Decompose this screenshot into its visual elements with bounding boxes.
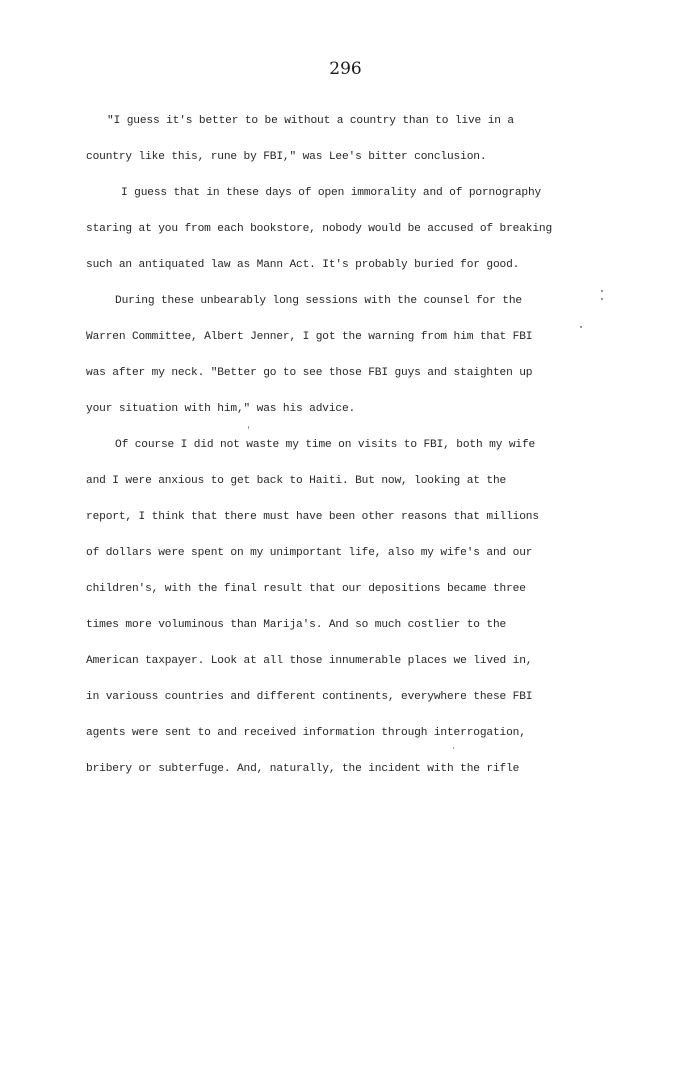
text-line: staring at you from each bookstore, nobody would be accused of breaking <box>86 223 553 235</box>
text-line: bribery or subterfuge. And, naturally, the incident with the rifle <box>86 763 520 775</box>
scan-speck <box>601 298 603 300</box>
text-line: Warren Committee, Albert Jenner, I got the warning from him that FBI <box>86 331 533 343</box>
text-line: of dollars were spent on my unimportant life, also my wife's and our <box>86 547 533 559</box>
scan-speck <box>580 326 582 328</box>
text-line: such an antiquated law as Mann Act. It's probably buried for good. <box>86 259 520 271</box>
text-line: times more voluminous than Marija's. And so much costlier to the <box>86 619 507 631</box>
scan-speck <box>601 290 603 292</box>
text-line: in variouss countries and different continents, everywhere these FBI <box>86 691 533 703</box>
text-line: children's, with the final result that our depositions became three <box>86 583 526 595</box>
text-line: agents were sent to and received information through interrogation, <box>86 727 526 739</box>
text-line: country like this, rune by FBI," was Lee's bitter conclusion. <box>86 151 487 163</box>
text-line: and I were anxious to get back to Haiti. But now, looking at the <box>86 475 507 487</box>
text-line: I guess that in these days of open immorality and of pornography <box>121 187 542 199</box>
text-line: "I guess it's better to be without a country than to live in a <box>107 115 514 127</box>
text-line: During these unbearably long sessions with the counsel for the <box>115 295 522 307</box>
page-number: 296 <box>329 59 362 79</box>
text-line: Of course I did not waste my time on visits to FBI, both my wife <box>115 439 536 451</box>
text-line: your situation with him," was his advice. <box>86 403 356 415</box>
text-line: was after my neck. "Better go to see those FBI guys and staighten up <box>86 367 533 379</box>
scan-speck <box>248 426 249 429</box>
text-line: American taxpayer. Look at all those innumerable places we lived in, <box>86 655 533 667</box>
text-line: report, I think that there must have been other reasons that millions <box>86 511 539 523</box>
scan-speck <box>453 747 454 749</box>
